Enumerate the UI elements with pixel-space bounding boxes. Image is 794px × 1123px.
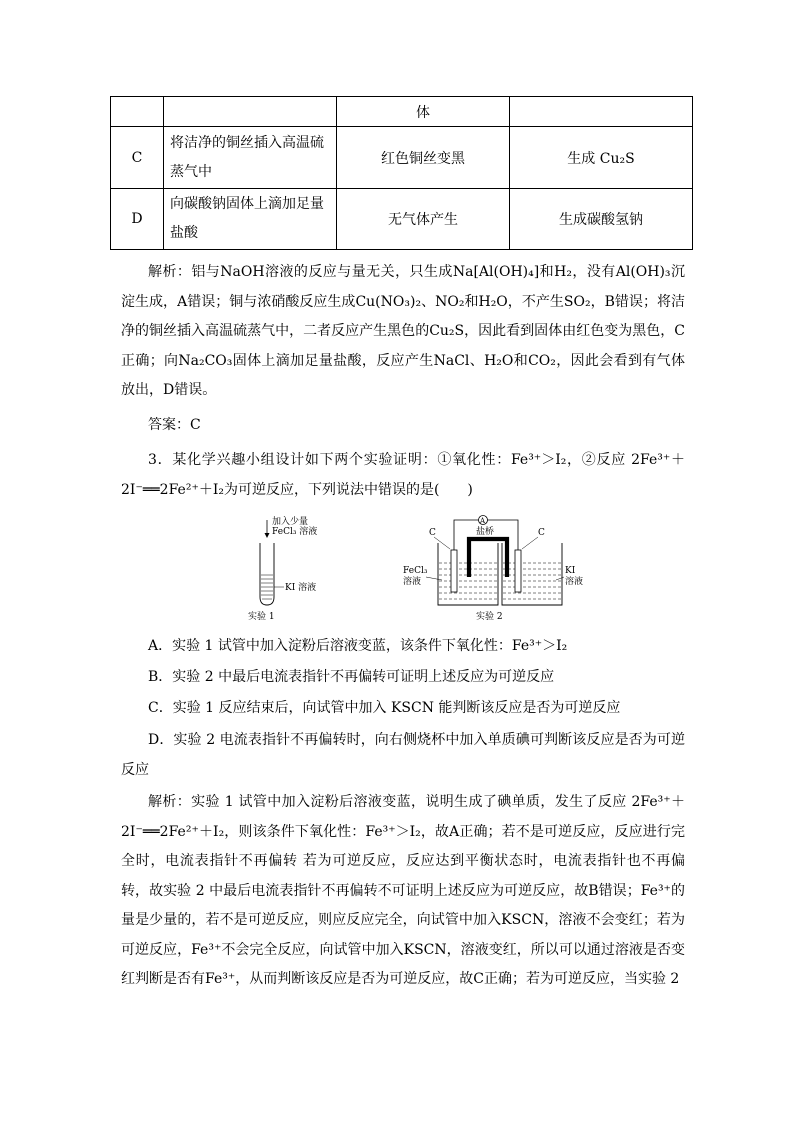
option-d: D．实验 2 电流表指针不再偏转时，向右侧烧杯中加入单质碘可判断该反应是否为可逆反应 bbox=[121, 732, 685, 778]
experiment-diagram bbox=[240, 515, 590, 625]
analysis-paragraph-2 bbox=[121, 788, 685, 995]
exp1-reagent-2: FeCl₃ 溶液 bbox=[272, 527, 318, 537]
option-a: A．实验 1 试管中加入淀粉后溶液变蓝，该条件下氧化性：Fe³⁺＞I₂ bbox=[148, 638, 568, 654]
exp1-reagent-1: 加入少量 bbox=[272, 517, 309, 527]
option-b: B．实验 2 中最后电流表指针不再偏转可证明上述反应为可逆反应 bbox=[148, 669, 555, 685]
table-row bbox=[111, 97, 693, 127]
phenomenon-cell: 无气体产生 bbox=[337, 189, 510, 250]
option-c: C．实验 1 反应结束后，向试管中加入 KSCN 能判断该反应是否为可逆反应 bbox=[148, 700, 621, 716]
right-solution-line2: 溶液 bbox=[565, 577, 584, 587]
left-electrode-label: C bbox=[429, 528, 436, 538]
answer-line bbox=[148, 414, 201, 434]
exp2-caption: 实验 2 bbox=[476, 612, 503, 622]
right-solution-line1: KI bbox=[565, 566, 576, 576]
analysis-label: 解析： bbox=[148, 794, 192, 810]
exp1-caption: 实验 1 bbox=[248, 612, 275, 622]
test-tube-liquid bbox=[261, 575, 273, 599]
experiment-1 bbox=[248, 515, 317, 622]
phenomenon-cell: 红色铜丝变黑 bbox=[337, 127, 510, 189]
exp1-solution-label: KI 溶液 bbox=[285, 583, 317, 593]
ammeter-label: A bbox=[480, 517, 486, 526]
row-label: C bbox=[111, 127, 164, 189]
table-row bbox=[111, 189, 693, 250]
right-beaker bbox=[502, 543, 562, 605]
answer-label: 答案： bbox=[148, 417, 190, 433]
options-table bbox=[110, 96, 693, 250]
row-label bbox=[111, 97, 164, 127]
analysis-text: 铝与NaOH溶液的反应与量无关，只生成Na[Al(OH)₄]和H₂，没有Al(OH)₃沉淀生成，A错误；铜与浓硝酸反应生成Cu(NO₃)₂、NO₂和H₂O，不产生SO₂，B错误；将洁净的铜丝插入高温硫蒸气中，二者反应产生黑色的Cu₂S，因此看到固体由红色变为黑色，C正确；向Na₂CO₃固体上滴加足量盐酸，反应产生NaCl、H₂O和CO₂，因此会看到有气体放出，D错误。 bbox=[121, 264, 685, 398]
right-electrode bbox=[515, 550, 521, 592]
left-solution-line1: FeCl₃ bbox=[403, 566, 428, 576]
conclusion-cell: 生成 Cu₂S bbox=[510, 127, 693, 189]
operation-cell: 向碳酸钠固体上滴加足量盐酸 bbox=[164, 189, 337, 250]
salt-bridge-label: 盐桥 bbox=[476, 527, 495, 537]
phenomenon-cell: 体 bbox=[337, 97, 510, 127]
left-electrode bbox=[451, 550, 457, 592]
analysis-label: 解析： bbox=[148, 264, 192, 280]
operation-cell bbox=[164, 97, 337, 127]
salt-bridge bbox=[469, 539, 507, 577]
experiment-2 bbox=[403, 516, 583, 623]
analysis-text: 实验 1 试管中加入淀粉后溶液变蓝，说明生成了碘单质，发生了反应 2Fe³⁺＋2I⁻══2Fe²⁺＋I₂，则该条件下氧化性：Fe³⁺＞I₂，故A正确；若不是可逆反应，反应进行完全时，电流表指针不再偏转 若为可逆反应，反应达到平衡状态时，电流表指针也不再偏转，故实验 2 中最后电流表指针不再偏转不可证明上述反应为可逆反应，故B错误；Fe³⁺的量是少量的，若不是可逆反应，则应反应完全，向试管中加入KSCN，溶液不会变红；若为可逆反应，Fe³⁺不会完全反应，向试管中加入KSCN，溶液变红，所以可以通过溶液是否变红判断是否有Fe³⁺，从而判断该反应是否为可逆反应，故C正确；若为可逆反应，当实验 2 bbox=[121, 794, 686, 987]
row-label: D bbox=[111, 189, 164, 250]
table-row bbox=[111, 127, 693, 189]
answer-value: C bbox=[190, 417, 201, 433]
conclusion-cell bbox=[510, 97, 693, 127]
operation-cell: 将洁净的铜丝插入高温硫蒸气中 bbox=[164, 127, 337, 189]
question-stem: 3．某化学兴趣小组设计如下两个实验证明：①氧化性：Fe³⁺＞I₂，②反应 2Fe³⁺＋2I⁻══2Fe²⁺＋I₂为可逆反应，下列说法中错误的是( ) bbox=[121, 452, 685, 498]
analysis-paragraph-1 bbox=[121, 258, 685, 406]
conclusion-cell: 生成碳酸氢钠 bbox=[510, 189, 693, 250]
right-electrode-label: C bbox=[538, 528, 545, 538]
left-solution-line2: 溶液 bbox=[403, 577, 422, 587]
